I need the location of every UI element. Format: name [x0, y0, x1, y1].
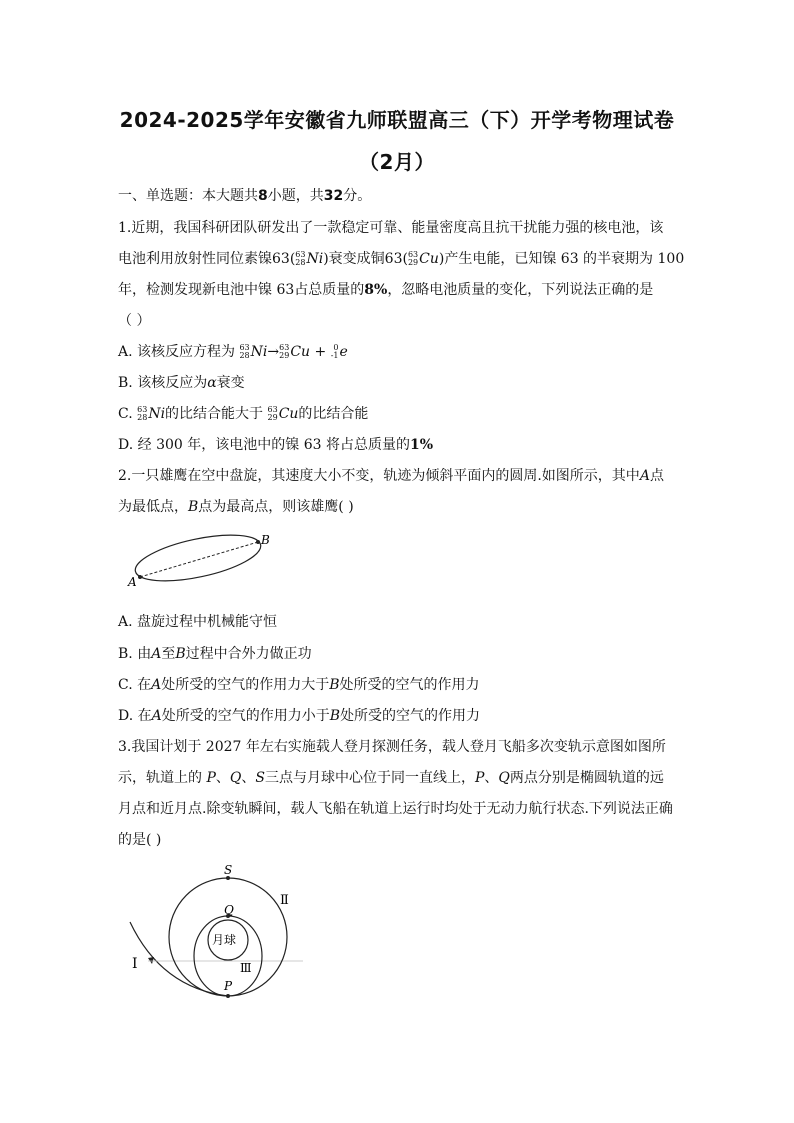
figure-label-s: S — [224, 863, 233, 877]
figure-label-orbit-3: Ⅲ — [240, 961, 252, 975]
q1-option-d[interactable]: D. 经 300 年，该电池中的镍 63 将占总质量的1% — [118, 437, 434, 453]
q3-stem-line3: 月点和近月点.除变轨瞬间，载人飞船在轨道上运行时均处于无动力航行状态.下列说法正确 — [118, 801, 673, 817]
q1-answer-paren: （ ） — [118, 313, 151, 329]
figure-label-moon: 月球 — [212, 933, 237, 947]
figure-label-orbit-1: Ⅰ — [132, 956, 138, 972]
figure-label-p: P — [224, 979, 233, 993]
q3-stem-line4: 的是( ) — [118, 832, 162, 848]
q3-figure-lunar-orbits — [118, 860, 318, 1005]
exam-title-line2: （2月） — [359, 150, 435, 174]
q2-option-a[interactable]: A. 盘旋过程中机械能守恒 — [118, 614, 278, 630]
figure-label-b: B — [261, 533, 270, 547]
q1-option-a[interactable]: A. 该核反应方程为 63 28 Ni→ 63 29 Cu + 0 -1 e — [118, 343, 348, 360]
figure-label-a: A — [128, 575, 137, 589]
q3-stem-line1: 3.我国计划于 2027 年左右实施载人登月探测任务，载人登月飞船多次变轨示意图如图所 — [118, 739, 666, 755]
q1-option-c[interactable]: C. 63 28 Ni的比结合能大于 63 29 Cu的比结合能 — [118, 405, 369, 422]
q1-stem-line2: 电池利用放射性同位素镍63( 63 28 Ni)衰变成铜63( 63 29 Cu)产生电能，已知镍 63 的半衰期为 100 — [118, 250, 685, 267]
q2-option-d[interactable]: D. 在A处所受的空气的作用力小于B处所受的空气的作用力 — [118, 708, 481, 724]
q2-stem-line1: 2.一只雄鹰在空中盘旋，其速度大小不变，轨迹为倾斜平面内的圆周.如图所示，其中A点 — [118, 468, 664, 484]
q3-stem-line2: 示，轨道上的 P、Q、S三点与月球中心位于同一直线上，P、Q两点分别是椭圆轨道的远 — [118, 770, 664, 786]
figure-label-q: Q — [224, 903, 234, 917]
section-heading: 一、单选题：本大题共8小题，共32分。 — [118, 188, 372, 204]
exam-title-line1: 2024-2025学年安徽省九师联盟高三（下）开学考物理试卷 — [119, 108, 675, 132]
q1-stem-line3: 年，检测发现新电池中镍 63占总质量的8%，忽略电池质量的变化，下列说法正确的是 — [118, 282, 654, 298]
nuclide-ni63: 63 28 Ni — [295, 250, 324, 267]
q2-option-c[interactable]: C. 在A处所受的空气的作用力大于B处所受的空气的作用力 — [118, 677, 480, 693]
q2-figure-orbit — [120, 528, 280, 592]
figure-label-orbit-2: Ⅱ — [280, 893, 289, 908]
nuclide-cu63: 63 29 Cu — [407, 250, 439, 267]
q2-stem-line2: 为最低点，B点为最高点，则该雄鹰( ) — [118, 499, 354, 515]
q2-option-b[interactable]: B. 由A至B过程中合外力做正功 — [118, 646, 312, 662]
q1-stem-line1: 1.近期，我国科研团队研发出了一款稳定可靠、能量密度高且抗干扰能力强的核电池，该 — [118, 220, 664, 236]
q1-option-b[interactable]: B. 该核反应为α衰变 — [118, 375, 245, 391]
